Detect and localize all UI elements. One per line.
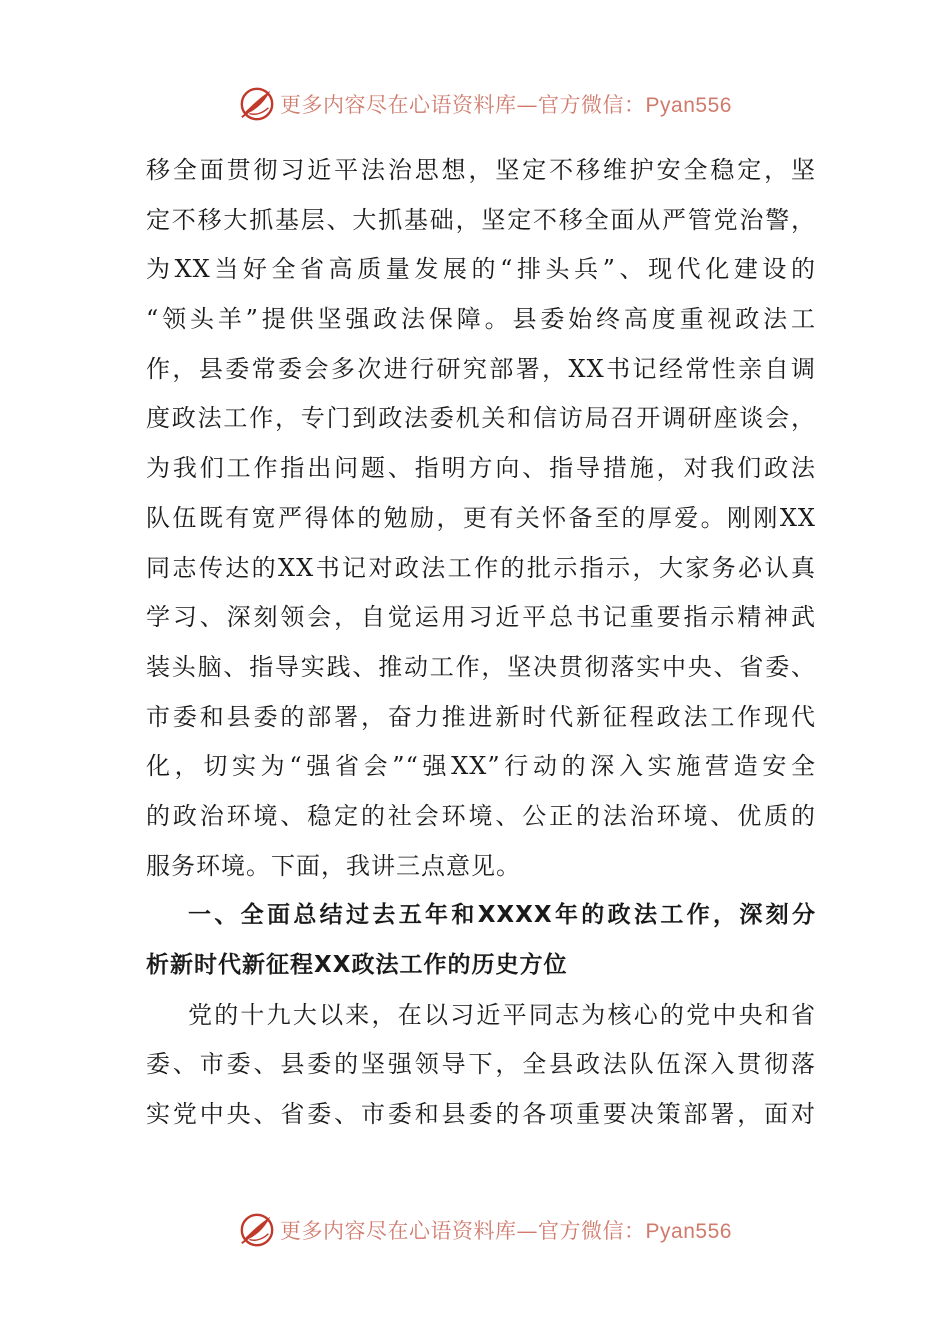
text-line: 委、市委、县委的坚强领导下，全县政法队伍深入贯彻落: [146, 1050, 816, 1079]
text-line: 为我们工作指出问题、指明方向、指导措施，对我们政法: [146, 454, 816, 483]
text-line: 党的十九大以来，在以习近平同志为核心的党中央和省: [188, 1000, 816, 1029]
text-line: 化，切实为“强省会”“强XX”行动的深入实施营造安全: [146, 752, 816, 781]
text-line: 为XX当好全省高质量发展的“排头兵”、现代化建设的: [146, 255, 816, 284]
document-body: [146, 146, 816, 1140]
text-line: 市委和县委的部署，奋力推进新时代新征程政法工作现代: [146, 702, 816, 731]
text-line: 同志传达的XX书记对政法工作的批示指示，大家务必认真: [146, 553, 816, 582]
text-line: 服务环境。下面，我讲三点意见。: [146, 851, 521, 880]
section-heading: 一、全面总结过去五年和XXXX年的政法工作，深刻分: [188, 902, 816, 929]
footer-watermark: [0, 1206, 950, 1254]
section-heading: 析新时代新征程XX政法工作的历史方位: [146, 952, 568, 978]
text-line: 定不移大抓基层、大抓基础，坚定不移全面从严管党治警，: [146, 205, 816, 234]
text-line: 装头脑、指导实践、推动工作，坚决贯彻落实中央、省委、: [146, 652, 816, 681]
text-line: 的政治环境、稳定的社会环境、公正的法治环境、优质的: [146, 801, 816, 830]
watermark-text: 更多内容尽在心语资料库—官方微信：Pyan556: [280, 93, 732, 117]
text-line: 队伍既有宽严得体的勉励，更有关怀备至的厚爱。刚刚XX: [146, 503, 816, 532]
text-line: “领头羊”提供坚强政法保障。县委始终高度重视政法工: [146, 305, 816, 334]
text-line: 实党中央、省委、市委和县委的各项重要决策部署，面对: [146, 1100, 816, 1129]
text-line: 学习、深刻领会，自觉运用习近平总书记重要指示精神武: [146, 603, 816, 632]
quill-logo-icon: [238, 85, 276, 123]
header-watermark: [0, 80, 950, 128]
text-line: 作，县委常委会多次进行研究部署，XX书记经常性亲自调: [146, 354, 816, 383]
text-line: 移全面贯彻习近平法治思想，坚定不移维护安全稳定，坚: [146, 156, 816, 184]
quill-logo-icon: [238, 1211, 276, 1249]
watermark-text: 更多内容尽在心语资料库—官方微信：Pyan556: [280, 1219, 732, 1243]
text-line: 度政法工作，专门到政法委机关和信访局召开调研座谈会，: [146, 404, 816, 433]
